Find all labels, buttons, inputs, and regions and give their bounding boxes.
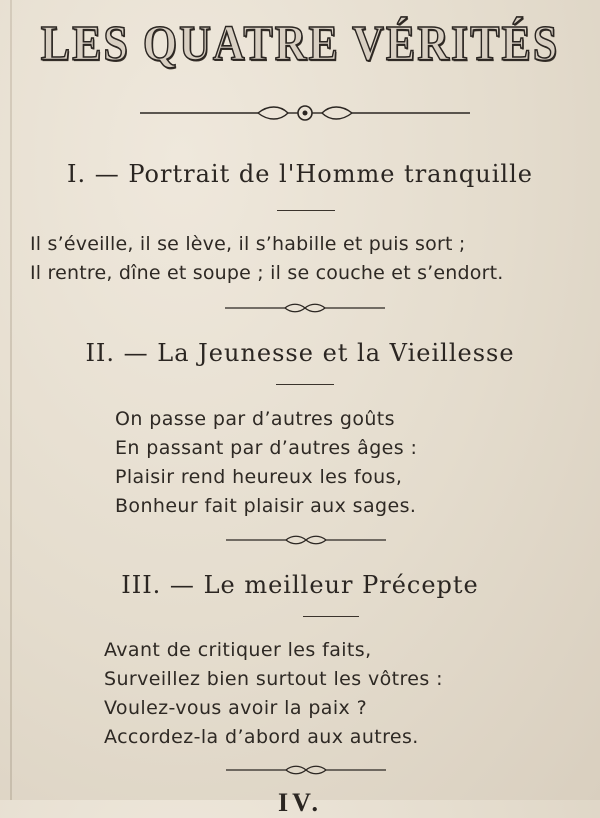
- document-title: LES QUATRE VÉRITÉS: [40, 16, 560, 71]
- section-3-line-1: Avant de critiquer les faits,: [104, 639, 372, 661]
- section-4-heading-partial: IV.: [277, 788, 323, 817]
- section-divider-3: [226, 764, 386, 776]
- section-1-text: [30, 230, 590, 288]
- section-3-verse: [104, 636, 443, 752]
- section-3-line-4: Accordez-la d’abord aux autres.: [104, 726, 419, 748]
- section-1-heading: I. — Portrait de l'Homme tranquille: [67, 160, 533, 188]
- section-1-line-2: Il rentre, dîne et soupe ; il se couche et s’endort.: [30, 262, 504, 284]
- section-3-rule: [303, 616, 359, 617]
- section-2-line-2: En passant par d’autres âges :: [115, 437, 418, 459]
- section-2-line-3: Plaisir rend heureux les fous,: [115, 466, 403, 488]
- section-2-verse: [115, 405, 417, 521]
- section-1-rule: [277, 210, 335, 211]
- section-divider-1: [225, 302, 385, 314]
- section-3-line-2: Surveillez bien surtout les vôtres :: [104, 668, 443, 690]
- section-3-heading: III. — Le meilleur Précepte: [121, 571, 479, 599]
- section-3-line-3: Voulez-vous avoir la paix ?: [104, 697, 368, 719]
- section-1-line-1: Il s’éveille, il se lève, il s’habille et puis sort ;: [30, 233, 466, 255]
- section-divider-2: [226, 534, 386, 546]
- section-2-heading: II. — La Jeunesse et la Vieillesse: [85, 339, 515, 367]
- section-2-line-1: On passe par d’autres goûts: [115, 408, 395, 430]
- title-ornament-divider: [140, 102, 470, 124]
- section-2-line-4: Bonheur fait plaisir aux sages.: [115, 495, 417, 517]
- section-2-rule: [276, 384, 334, 385]
